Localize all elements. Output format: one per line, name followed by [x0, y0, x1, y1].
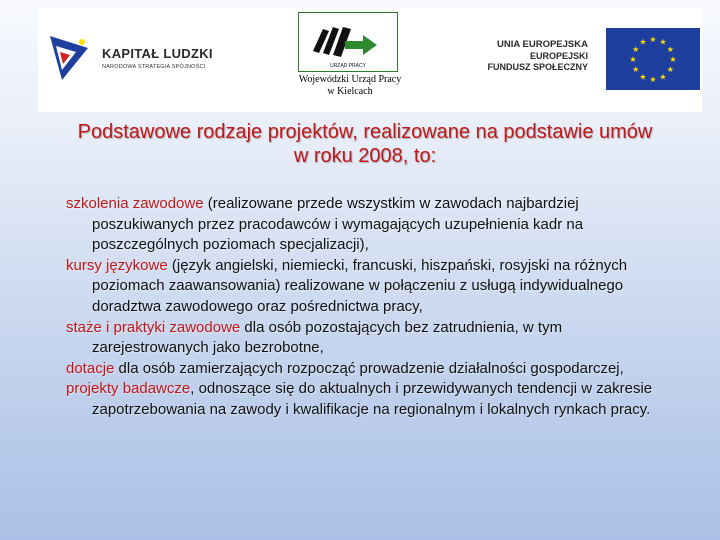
eu-star-icon: ★ — [666, 45, 674, 54]
item-term: staże i praktyki zawodowe — [66, 318, 241, 336]
project-types-list — [66, 194, 666, 421]
urzad-pracy-logo — [298, 12, 398, 72]
item-term: dotacje — [66, 359, 115, 377]
item-description: (język angielski, niemiecki, francuski, hiszpański, rosyjski na różnych poziomach zaawansowania) realizowane w połączeniu z usługą indywidualnego doradztwa zawodowego oraz pośrednictwa pracy, — [92, 256, 628, 315]
urzad-pracy-logo-text: URZĄD PRACY — [330, 63, 366, 69]
item-description: dla osób pozostających bez zatrudnienia, w tym zarejestrowanych jako bezrobotne, — [92, 318, 563, 357]
list-item — [66, 256, 666, 318]
eu-star-icon: ★ — [659, 72, 667, 82]
eu-flag-icon — [606, 28, 700, 90]
item-term: projekty badawcze — [66, 380, 191, 398]
eu-star-icon: ★ — [649, 75, 657, 84]
item-term: szkolenia zawodowe — [66, 195, 204, 212]
urzad-pracy-caption — [270, 74, 430, 98]
logo-header — [38, 8, 702, 112]
kapital-ludzki-logo — [48, 28, 218, 88]
item-description: dla osób zamierzających rozpocząć prowadzenie działalności gospodarczej, — [114, 359, 624, 377]
eu-star-icon: ★ — [666, 65, 674, 74]
eu-star-icon: ★ — [632, 45, 640, 54]
eu-line2: EUROPEJSKI — [529, 51, 588, 61]
eu-line3: FUNDUSZ SPOŁECZNY — [487, 62, 588, 72]
list-item — [66, 379, 666, 420]
kapital-ludzki-emblem-icon — [48, 32, 92, 84]
eu-star-icon: ★ — [629, 55, 637, 64]
eu-star-icon: ★ — [632, 65, 640, 74]
eu-star-icon: ★ — [659, 37, 667, 47]
eu-star-icon: ★ — [649, 35, 657, 44]
slide-title: Podstawowe rodzaje projektów, realizowane na podstawie umów w roku 2008, to: — [77, 121, 653, 167]
urzad-pracy-caption-line2: w Kielcach — [327, 86, 373, 97]
eu-line1: UNIA EUROPEJSKA — [497, 39, 588, 50]
eu-star-icon: ★ — [639, 72, 647, 82]
eu-star-icon: ★ — [669, 55, 677, 64]
list-item — [66, 194, 666, 256]
urzad-pracy-emblem-icon — [299, 13, 397, 71]
item-term: kursy językowe — [66, 256, 168, 274]
kapital-ludzki-subtitle: NARODOWA STRATEGIA SPÓJNOŚCI — [102, 64, 206, 70]
list-item — [66, 359, 666, 380]
item-description: (realizowane przede wszystkim w zawodach najbardziej poszukiwanych przez pracodawców i wymagających uzupełnienia kadr na poszczególnych poziomach specjalizacji), — [92, 195, 584, 254]
urzad-pracy-caption-line1: Wojewódzki Urząd Pracy — [298, 74, 402, 85]
list-item — [66, 318, 666, 359]
kapital-ludzki-title: KAPITAŁ LUDZKI — [102, 46, 213, 61]
eu-star-icon: ★ — [639, 37, 647, 47]
item-description: , odnoszące się do aktualnych i przewidywanych tendencji w zakresie zapotrzebowania na zawody i kwalifikacje na regionalnym i lokalnych rynkach pracy. — [92, 380, 653, 418]
eu-fund-text — [478, 38, 588, 73]
